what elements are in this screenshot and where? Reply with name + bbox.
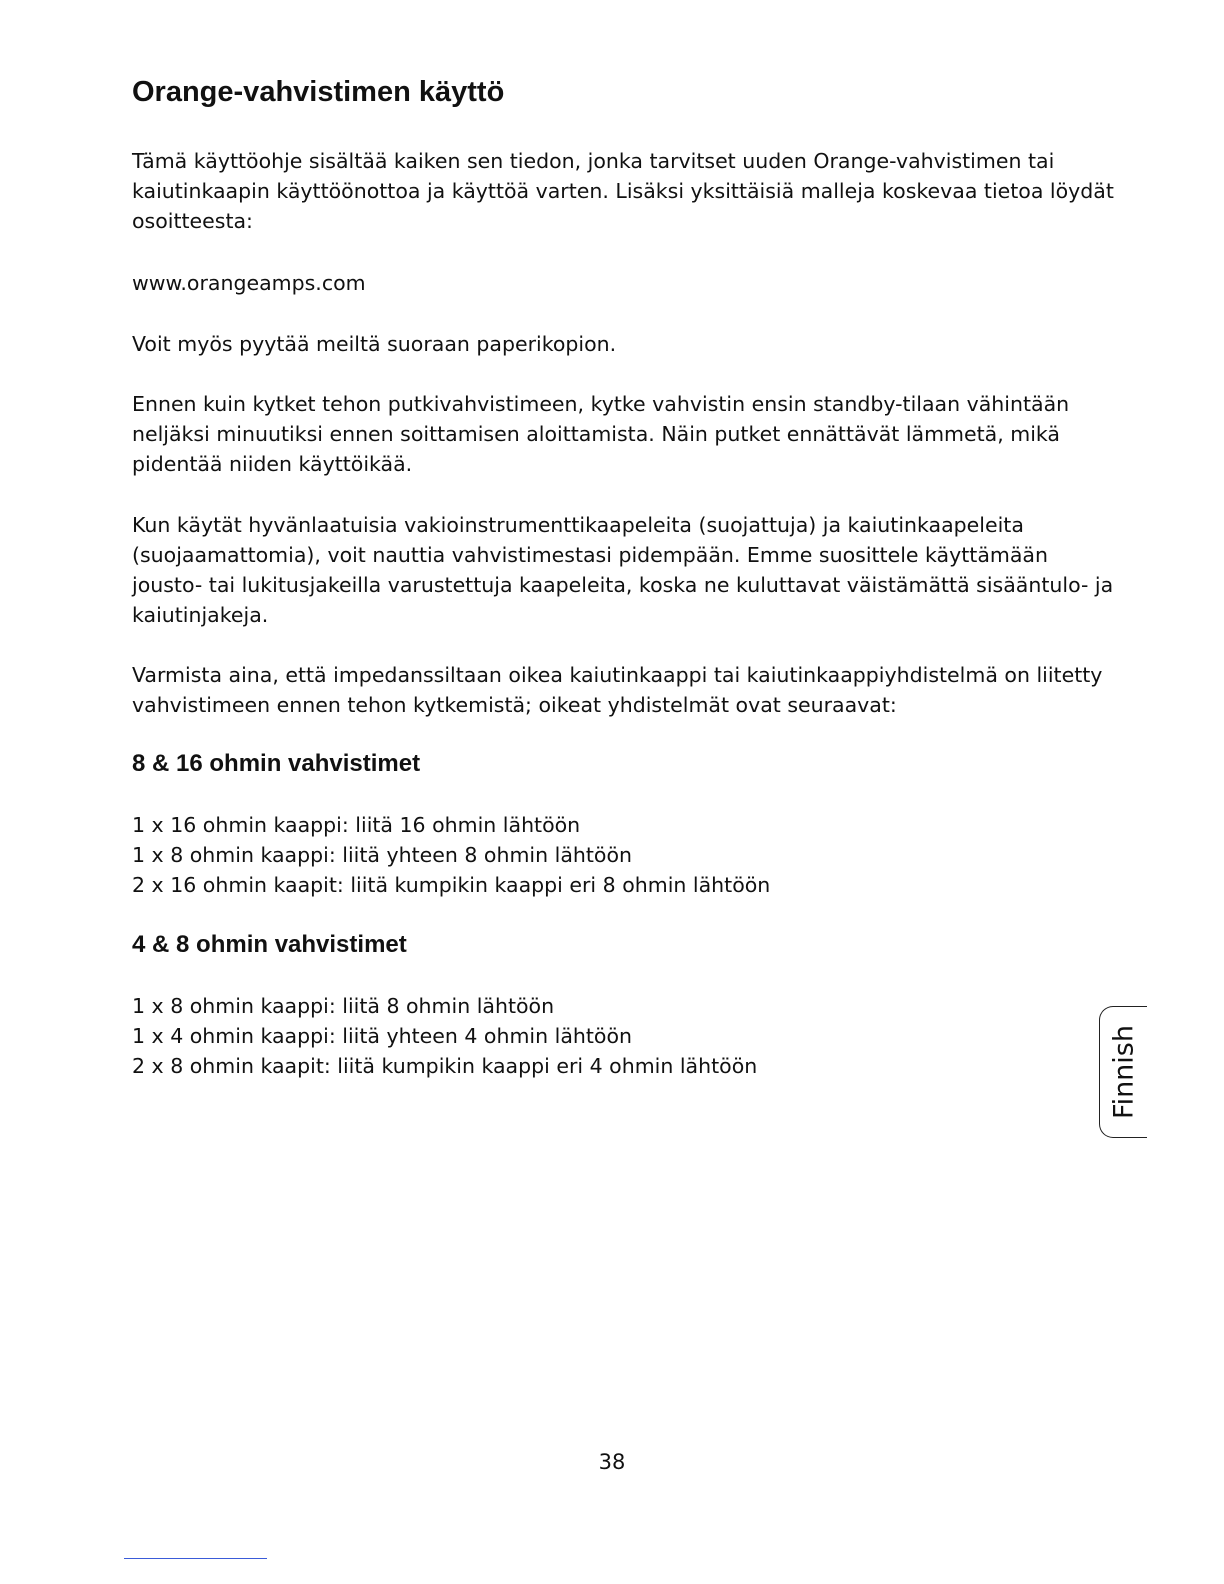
list-item: 2 x 16 ohmin kaapit: liitä kumpikin kaappi eri 8 ohmin lähtöön bbox=[132, 873, 771, 897]
impedance-paragraph: Varmista aina, että impedanssiltaan oikea kaiutinkaappi tai kaiutinkaappiyhdistelmä on liitetty vahvistimeen ennen tehon kytkemistä; oikeat yhdistelmät ovat seuraavat: bbox=[132, 663, 1103, 717]
cables-paragraph: Kun käytät hyvänlaatuisia vakioinstrumenttikaapeleita (suojattuja) ja kaiutinkaapeleita (suojaamattomia), voit nauttia vahvistimestasi pidempään. Emme suosittele käyttämään jousto- tai lukitusjakeilla varustettuja kaapeleita, koska ne kuluttavat väistämättä sisääntulo- ja kaiutinjakeja. bbox=[132, 513, 1114, 627]
page-number: 38 bbox=[598, 1450, 626, 1474]
footer-divider bbox=[124, 1558, 267, 1559]
list-8-16 bbox=[132, 810, 770, 900]
list-item: 1 x 8 ohmin kaappi: liitä yhteen 8 ohmin lähtöön bbox=[132, 843, 632, 867]
page-title: Orange-vahvistimen käyttö bbox=[132, 76, 505, 108]
website-url: www.orangeamps.com bbox=[132, 271, 366, 295]
standby-paragraph: Ennen kuin kytket tehon putkivahvistimeen, kytke vahvistin ensin standby-tilaan vähintään neljäksi minuutiksi ennen soittamisen aloittamista. Näin putket ennättävät lämmetä, mikä pidentää niiden käyttöikää. bbox=[132, 392, 1070, 476]
list-item: 1 x 8 ohmin kaappi: liitä 8 ohmin lähtöön bbox=[132, 994, 555, 1018]
list-4-8 bbox=[132, 991, 757, 1081]
section-heading-4-8: 4 & 8 ohmin vahvistimet bbox=[132, 931, 407, 958]
language-side-tab bbox=[1099, 1006, 1147, 1138]
section-heading-8-16: 8 & 16 ohmin vahvistimet bbox=[132, 750, 421, 777]
intro-paragraph: Tämä käyttöohje sisältää kaiken sen tiedon, jonka tarvitset uuden Orange-vahvistimen tai kaiutinkaapin käyttöönottoa ja käyttöä varten. Lisäksi yksittäisiä malleja koskevaa tietoa löydät osoitteesta: bbox=[132, 149, 1114, 233]
list-item: 1 x 16 ohmin kaappi: liitä 16 ohmin lähtöön bbox=[132, 813, 581, 837]
language-tab-label: Finnish bbox=[1108, 1025, 1139, 1119]
paper-copy-paragraph: Voit myös pyytää meiltä suoraan paperikopion. bbox=[132, 332, 617, 356]
list-item: 2 x 8 ohmin kaapit: liitä kumpikin kaappi eri 4 ohmin lähtöön bbox=[132, 1054, 758, 1078]
list-item: 1 x 4 ohmin kaappi: liitä yhteen 4 ohmin lähtöön bbox=[132, 1024, 632, 1048]
